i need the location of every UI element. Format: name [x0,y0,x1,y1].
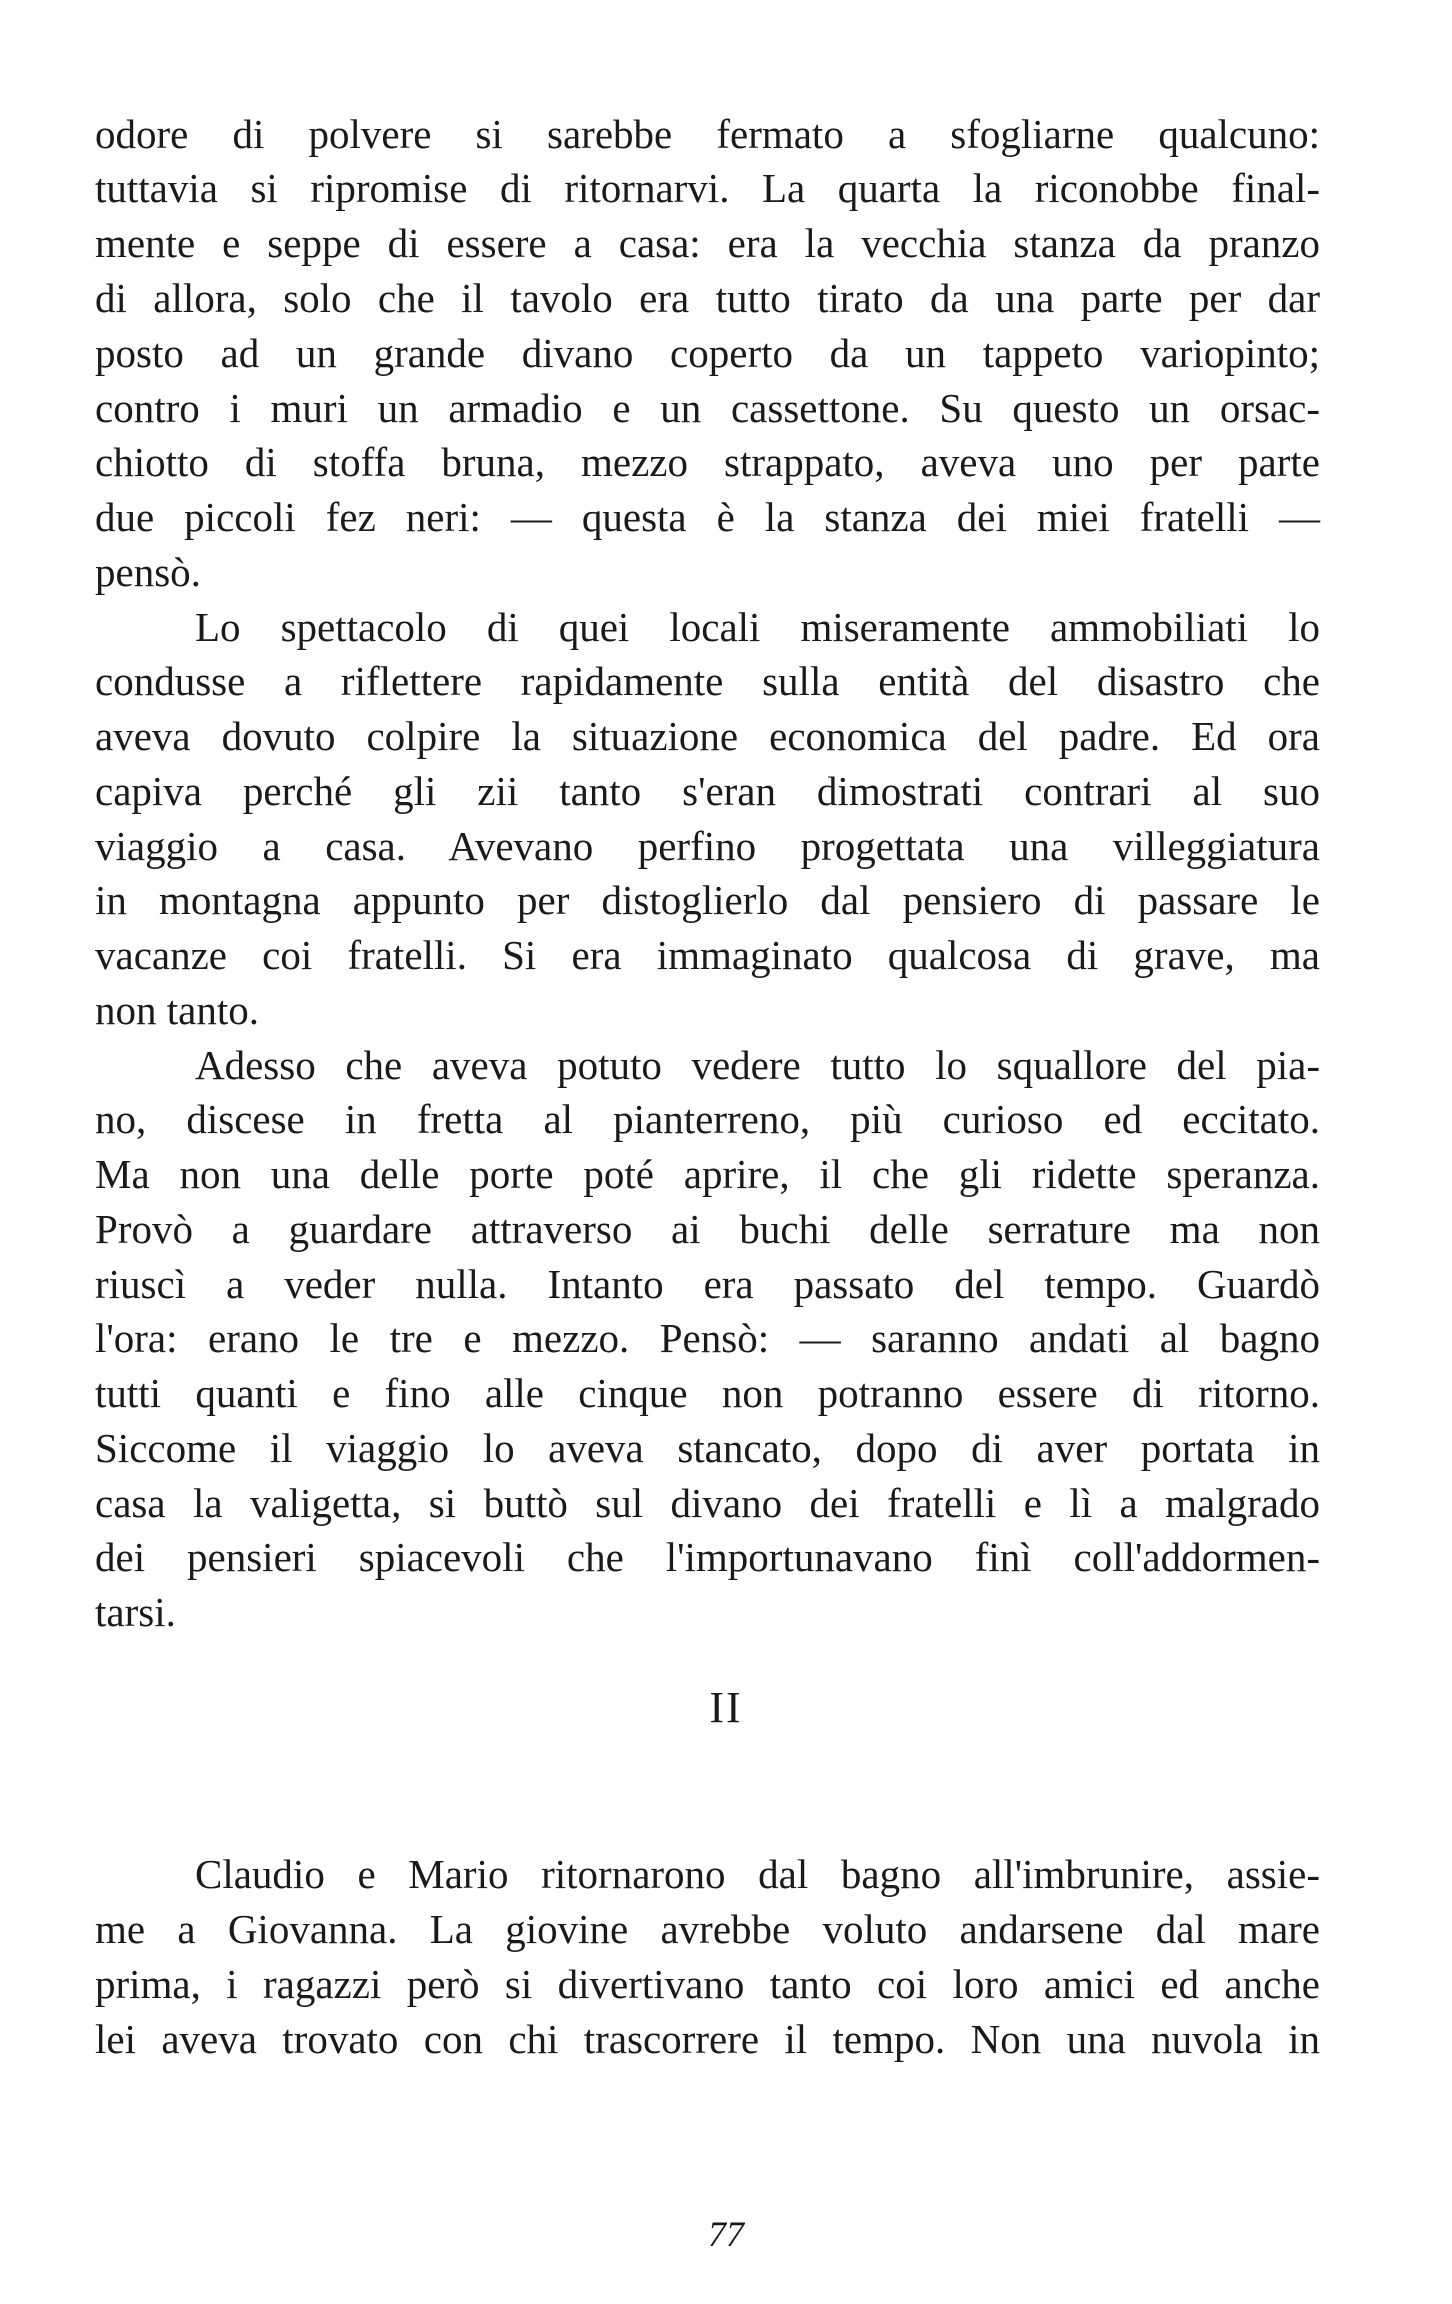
text-line: due piccoli fez neri: — questa è la stanza dei miei fratelli — [95,494,1320,540]
text-line: l'ora: erano le tre e mezzo. Pensò: — saranno andati al bagno [95,1315,1320,1361]
text-line: posto ad un grande divano coperto da un tappeto variopinto; [95,330,1320,376]
text-line: prima, i ragazzi però si divertivano tanto coi loro amici ed anche [95,1961,1320,2007]
text-line: Siccome il viaggio lo aveva stancato, dopo di aver portata in [95,1425,1320,1471]
text-line: Ma non una delle porte poté aprire, il che gli ridette speranza. [95,1151,1320,1197]
text-line: viaggio a casa. Avevano perfino progettata una villeggiatura [95,823,1320,869]
page-number: 77 [708,2214,744,2254]
text-line: chiotto di stoffa bruna, mezzo strappato, aveva uno per parte [95,439,1320,485]
text-line: mente e seppe di essere a casa: era la vecchia stanza da pranzo [95,220,1320,266]
paragraph-first-line: Adesso che aveva potuto vedere tutto lo squallore del pia- [195,1042,1320,1088]
text-line: Provò a guardare attraverso ai buchi delle serrature ma non [95,1206,1320,1252]
text-line: odore di polvere si sarebbe fermato a sfogliarne qualcuno: [95,111,1320,157]
text-line: pensò. [95,549,201,595]
text-line: non tanto. [95,987,259,1033]
text-line: no, discese in fretta al pianterreno, più curioso ed eccitato. [95,1096,1320,1142]
text-line: contro i muri un armadio e un cassettone. Su questo un orsac- [95,385,1320,431]
paragraph-first-line: Claudio e Mario ritornarono dal bagno all'imbrunire, assie- [195,1851,1320,1897]
chapter-heading: II [709,1683,743,1732]
text-line: tutti quanti e fino alle cinque non potranno essere di ritorno. [95,1370,1320,1416]
text-line: dei pensieri spiacevoli che l'importunavano finì coll'addormen- [95,1534,1320,1580]
text-line: tuttavia si ripromise di ritornarvi. La quarta la riconobbe final- [95,165,1320,211]
text-line: vacanze coi fratelli. Si era immaginato qualcosa di grave, ma [95,932,1320,978]
text-line: tarsi. [95,1589,176,1635]
text-line: di allora, solo che il tavolo era tutto tirato da una parte per dar [95,275,1320,321]
text-line: in montagna appunto per distoglierlo dal pensiero di passare le [95,877,1320,923]
paragraph-first-line: Lo spettacolo di quei locali miseramente ammobiliati lo [195,604,1320,650]
text-line: me a Giovanna. La giovine avrebbe voluto andarsene dal mare [95,1906,1320,1952]
text-line: lei aveva trovato con chi trascorrere il tempo. Non una nuvola in [95,2016,1320,2062]
text-line: casa la valigetta, si buttò sul divano dei fratelli e lì a malgrado [95,1480,1320,1526]
text-line: riuscì a veder nulla. Intanto era passato del tempo. Guardò [95,1261,1320,1307]
text-line: condusse a riflettere rapidamente sulla entità del disastro che [95,658,1320,704]
text-line: aveva dovuto colpire la situazione economica del padre. Ed ora [95,713,1320,759]
text-line: capiva perché gli zii tanto s'eran dimostrati contrari al suo [95,768,1320,814]
